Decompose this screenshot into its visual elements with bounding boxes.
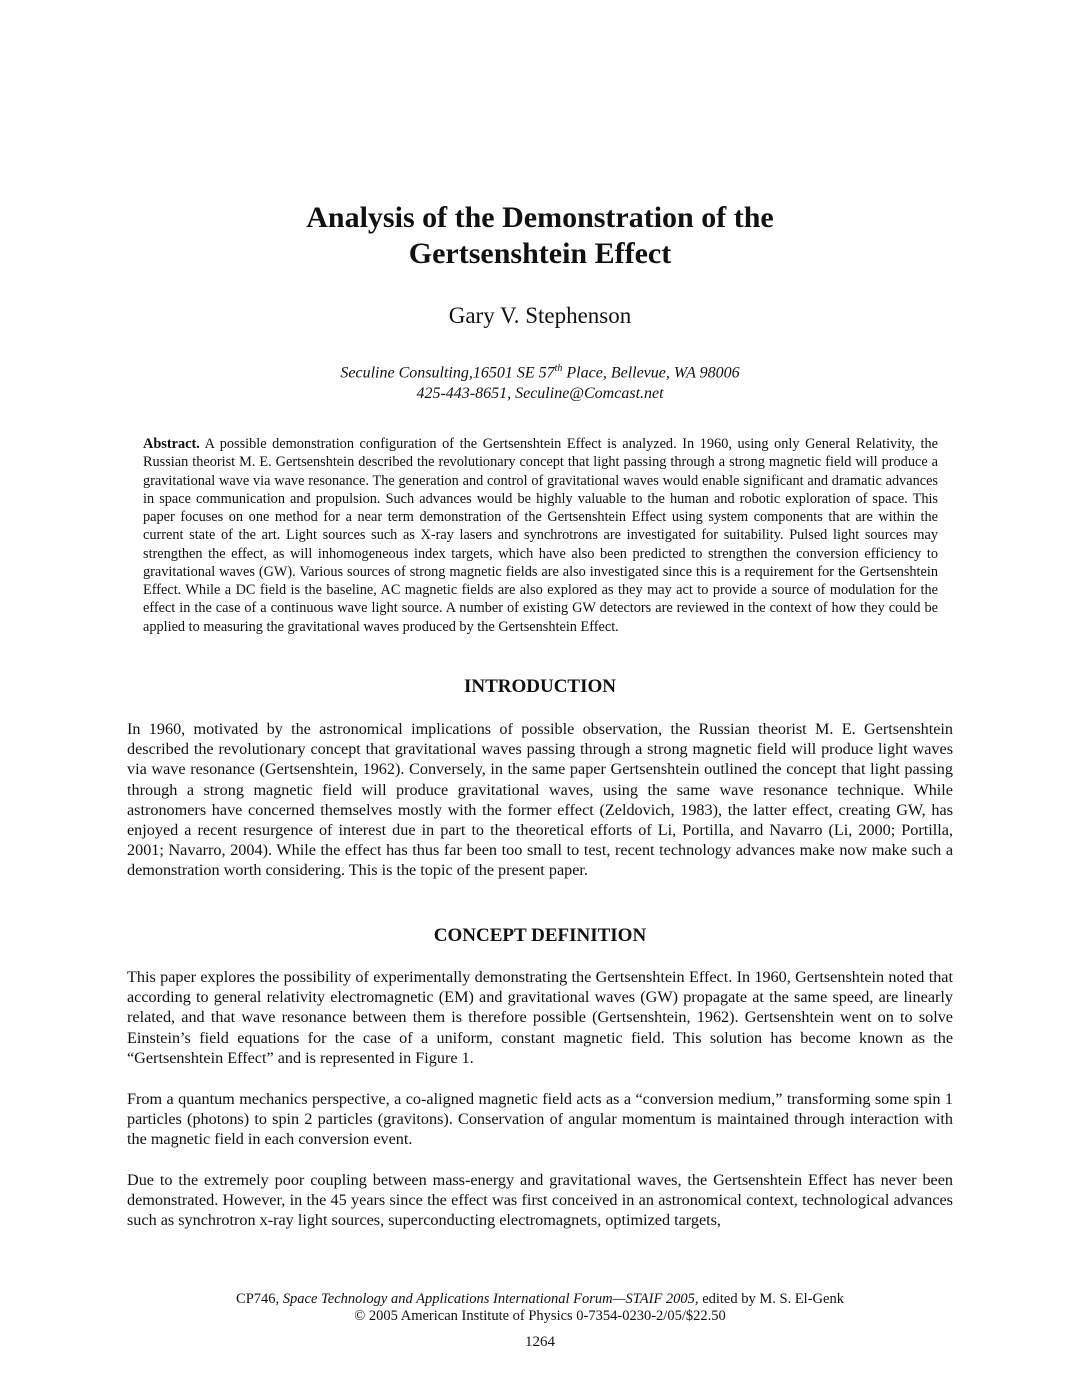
section-heading-introduction: INTRODUCTION: [463, 676, 617, 697]
affiliation-contact: 425-443-8651, Seculine@Comcast.net: [416, 385, 664, 403]
page-number: 1264: [525, 1334, 555, 1350]
footer-citation: CP746, Space Technology and Applications International Forum—STAIF 2005, edited by M. S. El-Genk: [236, 1291, 844, 1307]
paragraph: From a quantum mechanics perspective, a co-aligned magnetic field acts as a “conversion medium,” transforming some spin 1 particles (photons) to spin 2 particles (gravitons). Conservation of angular momentum is maintained through interaction with the magnetic field in each conversion event.: [127, 1090, 953, 1149]
paragraph: Due to the extremely poor coupling between mass-energy and gravitational waves, the Gertsenshtein Effect has never been demonstrated. However, in the 45 years since the effect was first conceived in an astronomical context, technological advances such as synchrotron x-ray light sources, superconducting electromagnets, optimized targets,: [127, 1171, 953, 1230]
affiliation-address: Seculine Consulting,16501 SE 57th Place, Bellevue, WA 98006: [340, 363, 740, 382]
abstract: [143, 435, 938, 636]
section-heading-concept-definition: CONCEPT DEFINITION: [433, 925, 647, 946]
abstract-label: Abstract.: [143, 436, 200, 452]
title-line-1: Analysis of the Demonstration of the: [306, 201, 774, 234]
paragraph: This paper explores the possibility of experimentally demonstrating the Gertsenshtein Effect. In 1960, Gertsenshtein noted that according to general relativity electromagnetic (EM) and gravitational waves (GW) propagate at the same speed, are linearly related, and that wave resonance between them is therefore possible (Gertsenshtein, 1962). Gertsenshtein went on to solve Einstein’s field equations for the case of a uniform, constant magnetic field. This solution has become known as the “Gertsenshtein Effect” and is represented in Figure 1.: [127, 968, 953, 1067]
paragraph: In 1960, motivated by the astronomical implications of possible observation, the Russian theorist M. E. Gertsenshtein described the revolutionary concept that gravitational waves passing through a strong magnetic field will produce light waves via wave resonance (Gertsenshtein, 1962). Conversely, in the same paper Gertsenshtein outlined the concept that light passing through a strong magnetic field will produce gravitational waves, using the same wave resonance technique. While astronomers have concerned themselves mostly with the former effect (Zeldovich, 1983), the latter effect, creating GW, has enjoyed a recent resurgence of interest due in part to the theoretical efforts of Li, Portilla, and Navarro (Li, 2000; Portilla, 2001; Navarro, 2004). While the effect has thus far been too small to test, recent technology advances make now make such a demonstration worth considering. This is the topic of the present paper.: [127, 720, 953, 880]
author-name: Gary V. Stephenson: [448, 303, 632, 328]
author-affiliation: [0, 358, 1080, 404]
abstract-text: A possible demonstration configuration of the Gertsenshtein Effect is analyzed. In 1960, using only General Relativity, the Russian theorist M. E. Gertsenshtein described the revolutionary concept that light passing through a strong magnetic field will produce a gravitational wave via wave resonance. The generation and control of gravitational waves would enable significant and dramatic advances in space communication and propulsion. Such advances would be highly valuable to the human and robotic exploration of space. This paper focuses on one method for a near term demonstration of the Gertsenshtein Effect using system components that are within the current state of the art. Light sources such as X-ray lasers and synchrotrons are investigated for suitability. Pulsed light sources may strengthen the effect, as will inhomogeneous index targets, which have also been predicted to strengthen the conversion efficiency to gravitational waves (GW). Various sources of strong magnetic fields are also investigated since this is a requirement for the Gertsenshtein Effect. While a DC field is the baseline, AC magnetic fields are also explored as they may act to provide a source of modulation for the effect in the case of a continuous wave light source. A number of existing GW detectors are reviewed in the context of how they could be applied to measuring the gravitational waves produced by the Gertsenshtein Effect.: [143, 436, 938, 635]
footer-copyright: © 2005 American Institute of Physics 0-7354-0230-2/05/$22.50: [354, 1308, 726, 1324]
title-line-2: Gertsenshtein Effect: [408, 237, 672, 270]
publication-footer: [0, 1291, 1080, 1325]
paper-title: [0, 200, 1080, 272]
